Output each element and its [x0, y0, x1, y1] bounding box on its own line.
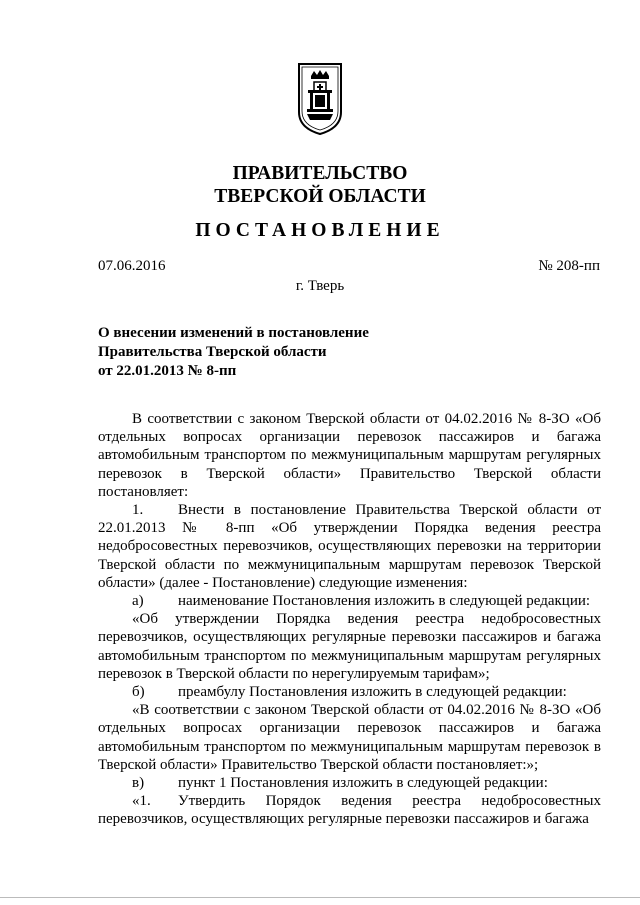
subject-line: Правительства Тверской области: [98, 344, 327, 360]
document-city: г. Тверь: [295, 278, 345, 294]
item-text: Внести в постановление Правительства Тверской области от 22.01.2013 № 8-пп «Об утверждении Порядка ведения реестра недобросовестных перевозчиков, осуществляющих перевозки на территории Тверской области по межмуниципальным маршрутам перевозок Тверской области» (далее - Постановление) следующие изменения:: [98, 502, 601, 591]
item-text: Утвердить Порядок ведения реестра недобросовестных перевозчиков, осуществляющих регулярные перевозки пассажиров и багажа: [98, 793, 601, 828]
subitem-c-paragraph: [98, 774, 601, 792]
item-1-paragraph: [98, 501, 601, 592]
document-subject: [98, 324, 369, 381]
coat-of-arms-icon: [297, 62, 343, 136]
document-number: № 208-пп: [538, 258, 600, 274]
subject-line: от 22.01.2013 № 8-пп: [98, 363, 237, 379]
item-text: пункт 1 Постановления изложить в следующей редакции:: [178, 775, 548, 792]
page-edge-divider: [0, 897, 640, 898]
document-date: 07.06.2016: [98, 258, 166, 274]
subitem-c-quote: [98, 792, 601, 828]
item-text: наименование Постановления изложить в следующей редакции:: [178, 593, 591, 610]
item-label: б): [132, 684, 145, 701]
item-text: преамбулу Постановления изложить в следующей редакции:: [178, 684, 567, 701]
item-label: «1.: [132, 793, 151, 810]
document-body: [98, 410, 601, 829]
subitem-a-paragraph: [98, 592, 601, 610]
subject-line: О внесении изменений в постановление: [98, 325, 369, 341]
item-label: в): [132, 775, 145, 792]
organization-name-line2: ТВЕРСКОЙ ОБЛАСТИ: [214, 186, 426, 207]
organization-name-line1: ПРАВИТЕЛЬСТВО: [232, 163, 408, 184]
subitem-a-quote: «Об утверждении Порядка ведения реестра недобросовестных перевозчиков, осуществляющих регулярные перевозки пассажиров и багажа автомобильным транспортом по межмуниципальным маршрутам регулярных перевозок в Тверской области по нерегулируемым тарифам»;: [98, 611, 601, 682]
item-label: а): [132, 593, 144, 610]
document-type-title: ПОСТАНОВЛЕНИЕ: [195, 220, 445, 241]
preamble-paragraph: В соответствии с законом Тверской области от 04.02.2016 № 8-ЗО «Об отдельных вопросах организации перевозок пассажиров и багажа автомобильным транспортом по межмуниципальным маршрутам регулярных перевозок в Тверской области» Правительство Тверской области постановляет:: [98, 411, 601, 500]
subitem-b-paragraph: [98, 683, 601, 701]
subitem-b-quote: «В соответствии с законом Тверской области от 04.02.2016 № 8-ЗО «Об отдельных вопросах организации перевозок пассажиров и багажа автомобильным транспортом по межмуниципальным маршрутам перевозок в Тверской области» Правительство Тверской области постановляет:»;: [98, 702, 601, 773]
item-label: 1.: [132, 502, 144, 519]
